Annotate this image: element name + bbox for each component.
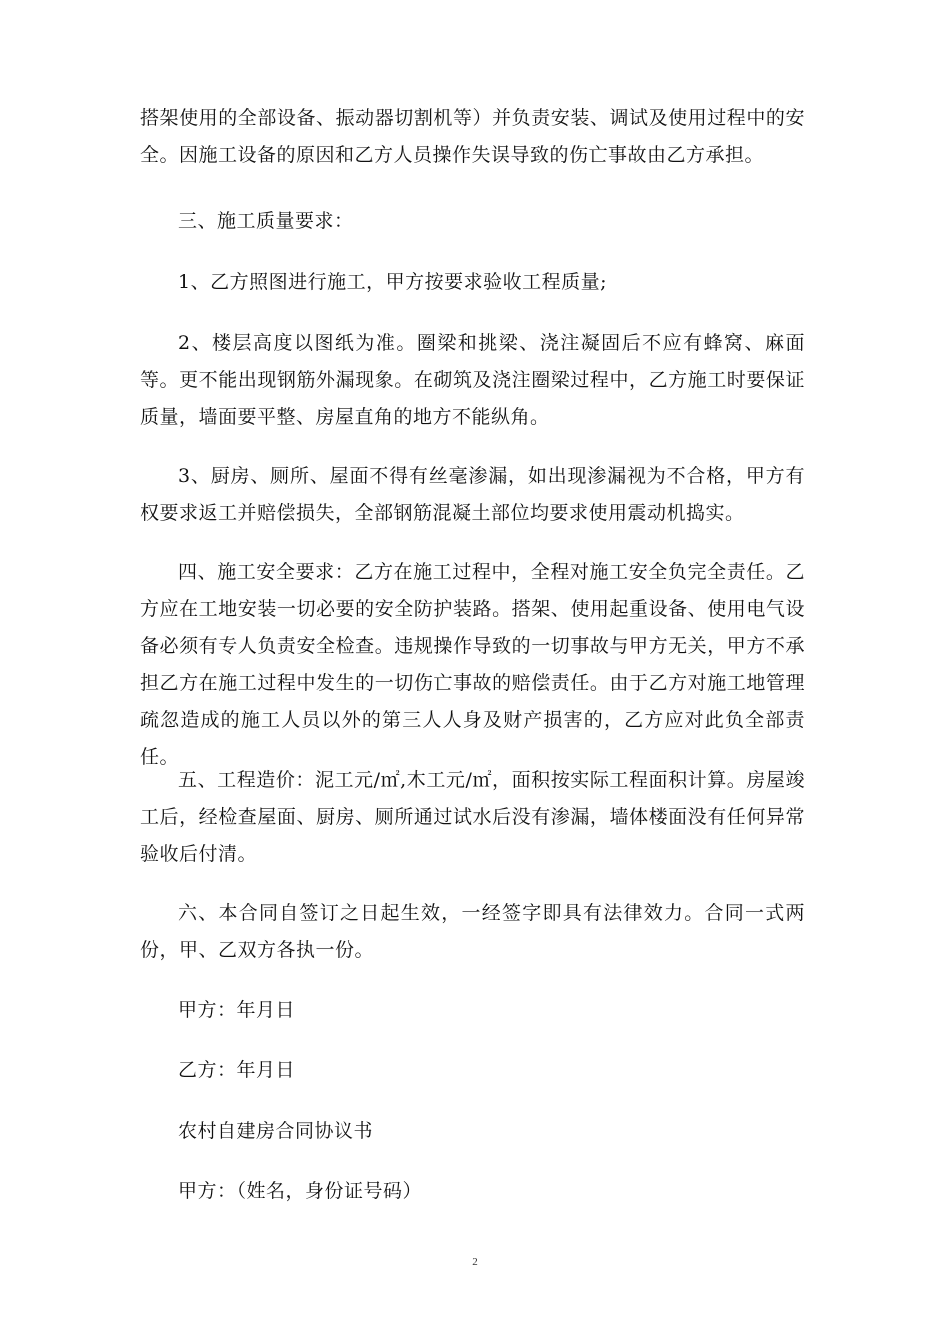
paragraph-effect: 六、本合同自签订之日起生效，一经签字即具有法律效力。合同一式两份，甲、乙双方各执一份。 bbox=[140, 902, 805, 961]
signature-party-b: 乙方：年月日 bbox=[178, 1059, 296, 1081]
section-heading-quality: 三、施工质量要求： bbox=[178, 210, 354, 232]
document-subtitle: 农村自建房合同协议书 bbox=[178, 1120, 374, 1142]
page-number: 2 bbox=[472, 1256, 478, 1268]
paragraph-quality-1: 1、乙方照图进行施工，甲方按要求验收工程质量; bbox=[178, 271, 607, 293]
paragraph-safety: 四、施工安全要求：乙方在施工过程中，全程对施工安全负完全责任。乙方应在工地安装一切必要的安全防护装路。搭架、使用起重设备、使用电气设备必须有专人负责安全检查。违规操作导致的一切事故与甲方无关，甲方不承担乙方在施工过程中发生的一切伤亡事故的赔偿责任。由于乙方对施工地管理疏忽造成的施工人员以外的第三人人身及财产损害的，乙方应对此负全部责任。 bbox=[140, 561, 805, 768]
paragraph-continuation: 搭架使用的全部设备、振动器切割机等）并负责安装、调试及使用过程中的安全。因施工设备的原因和乙方人员操作失误导致的伤亡事故由乙方承担。 bbox=[140, 107, 805, 166]
paragraph-cost: 五、工程造价：泥工元/㎡,木工元/㎡，面积按实际工程面积计算。房屋竣工后，经检查屋面、厨房、厕所通过试水后没有渗漏，墙体楼面没有任何异常验收后付清。 bbox=[140, 769, 805, 865]
paragraph-quality-2: 2、楼层高度以图纸为准。圈梁和挑梁、浇注凝固后不应有蜂窝、麻面等。更不能出现钢筋外漏现象。在砌筑及浇注圈梁过程中，乙方施工时要保证质量，墙面要平整、房屋直角的地方不能纵角。 bbox=[140, 332, 805, 428]
party-a-info: 甲方：（姓名，身份证号码） bbox=[178, 1180, 423, 1202]
paragraph-quality-3: 3、厨房、厕所、屋面不得有丝毫渗漏，如出现渗漏视为不合格，甲方有权要求返工并赔偿损失，全部钢筋混凝土部位均要求使用震动机捣实。 bbox=[140, 465, 805, 524]
signature-party-a: 甲方：年月日 bbox=[178, 999, 296, 1021]
